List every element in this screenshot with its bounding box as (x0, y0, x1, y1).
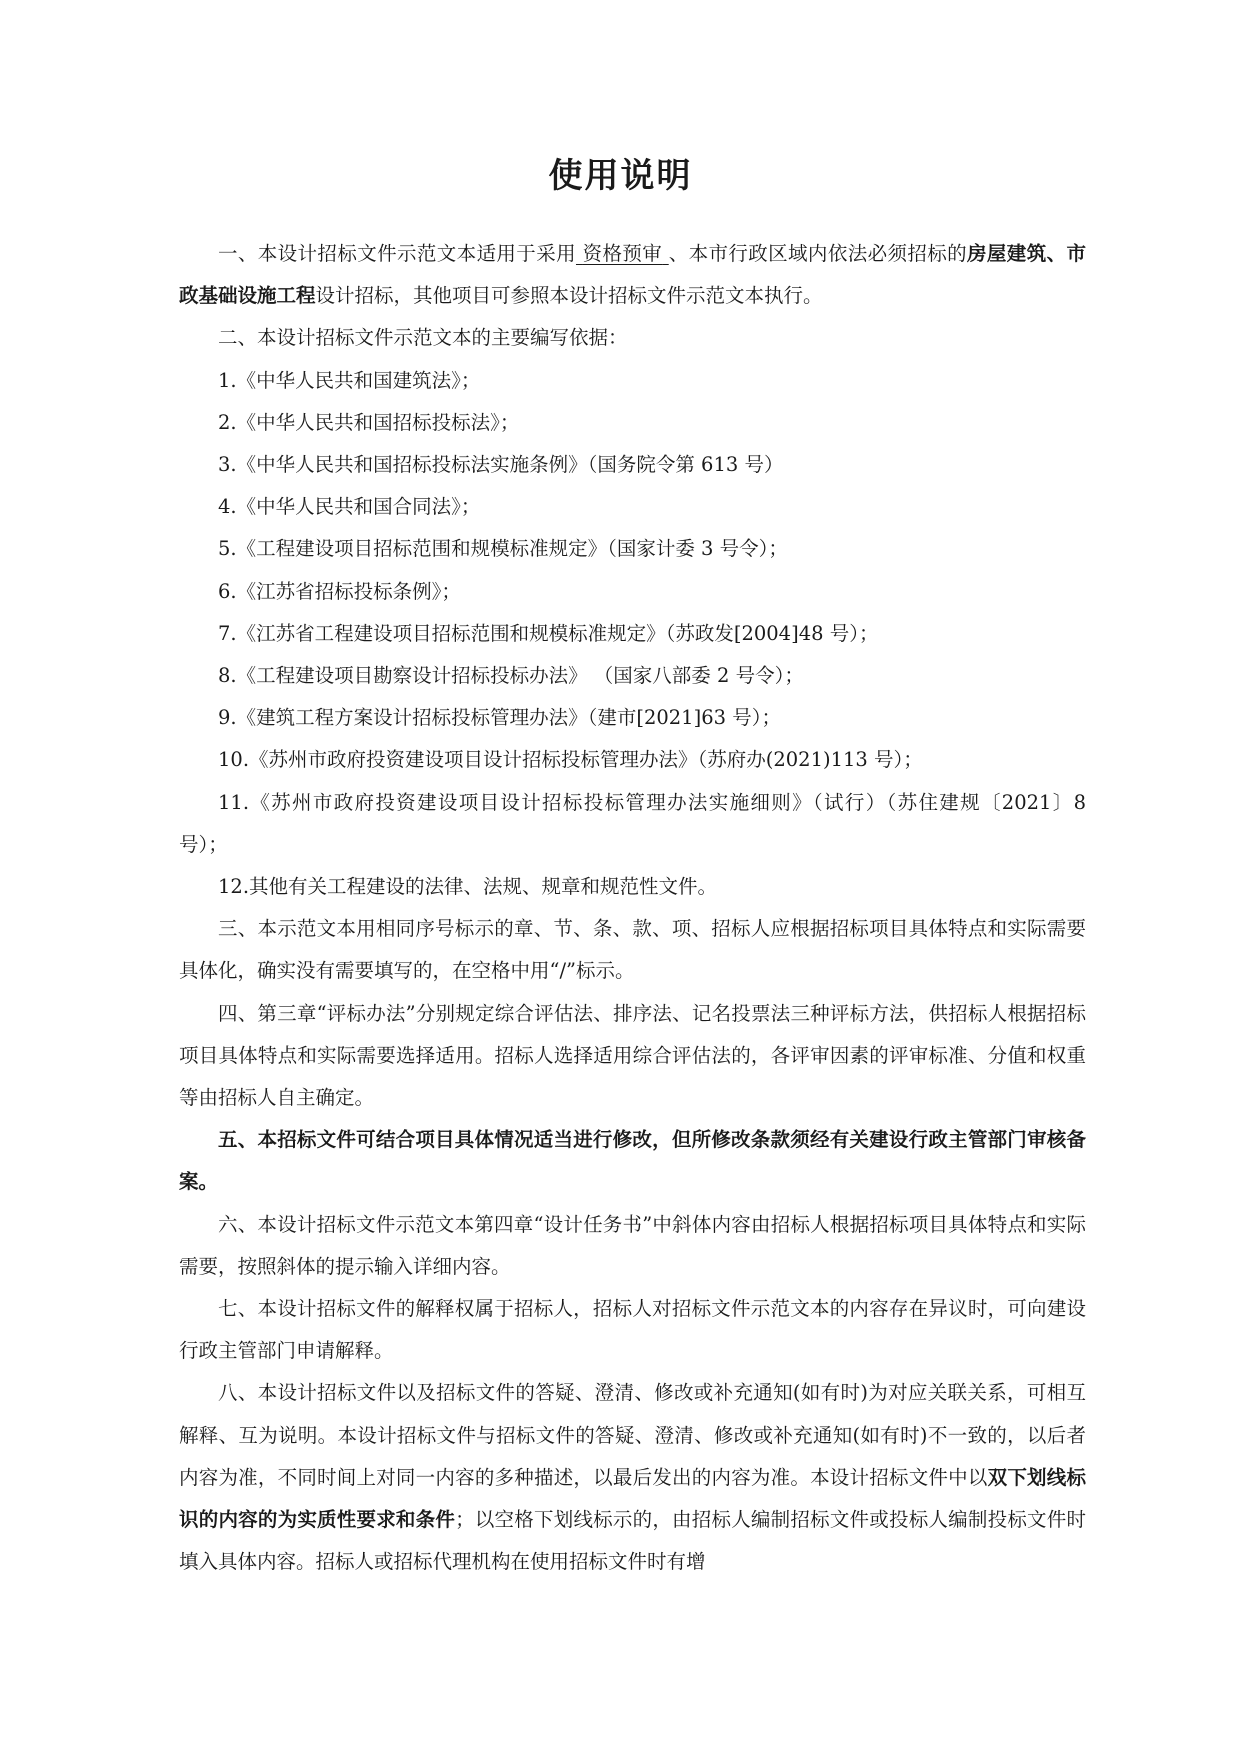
basis-item-11: 11.《苏州市政府投资建设项目设计招标投标管理办法实施细则》（试行）（苏住建规〔2021〕8 号）； (179, 790, 1086, 856)
paragraph-8 (179, 1372, 1086, 1583)
basis-item-4: 4.《中华人民共和国合同法》； (218, 495, 481, 519)
paragraph-1-pre: 一、本设计招标文件示范文本适用于采用 (218, 242, 576, 265)
basis-item-12: 12.其他有关工程建设的法律、法规、规章和规范性文件。 (218, 875, 718, 899)
fill-blank-text: 资格预审 (582, 242, 663, 265)
paragraph-5: 五、本招标文件可结合项目具体情况适当进行修改，但所修改条款须经有关建设行政主管部门审核备案。 (179, 1128, 1086, 1194)
paragraph-1-bold: 房屋建筑、市政基础设施工程 (179, 242, 1086, 308)
basis-item-10: 10.《苏州市政府投资建设项目设计招标投标管理办法》（苏府办(2021)113 号）； (218, 748, 923, 772)
basis-item-9: 9.《建筑工程方案设计招标投标管理办法》（建市[2021]63 号）； (218, 706, 781, 730)
paragraph-4: 四、第三章“评标办法”分别规定综合评估法、排序法、记名投票法三种评标方法，供招标人根据招标项目具体特点和实际需要选择适用。招标人选择适用综合评估法的，各评审因素的评审标准、分值和权重等由招标人自主确定。 (179, 1001, 1086, 1110)
basis-item-3: 3.《中华人民共和国招标投标法实施条例》（国务院令第 613 号） (218, 453, 784, 477)
paragraph-6: 六、本设计招标文件示范文本第四章“设计任务书”中斜体内容由招标人根据招标项目具体特点和实际需要，按照斜体的提示输入详细内容。 (179, 1212, 1086, 1278)
paragraph-1 (179, 233, 1086, 317)
paragraph-2: 二、本设计招标文件示范文本的主要编写依据： (218, 326, 628, 350)
basis-item-7: 7.《江苏省工程建设项目招标范围和规模标准规定》（苏政发[2004]48 号）； (218, 621, 879, 645)
basis-item-6: 6.《江苏省招标投标条例》； (218, 579, 461, 603)
fill-blank-prequalification (576, 242, 669, 265)
document-body (179, 233, 1086, 1584)
paragraph-8-post: ；以空格下划线标示的，由招标人编制招标文件或投标人编制投标文件时填入具体内容。招标人或招标代理机构在使用招标文件时有增 (179, 1508, 1086, 1574)
basis-item-8: 8.《工程建设项目勘察设计招标投标办法》 （国家八部委 2 号令）； (218, 664, 804, 688)
paragraph-3: 三、本示范文本用相同序号标示的章、节、条、款、项、招标人应根据招标项目具体特点和实际需要具体化，确实没有需要填写的，在空格中用“/”标示。 (179, 917, 1086, 983)
paragraph-8-pre: 八、本设计招标文件以及招标文件的答疑、澄清、修改或补充通知(如有时)为对应关联关系，可相互解释、互为说明。本设计招标文件与招标文件的答疑、澄清、修改或补充通知(如有时)不一致的，以后者内容为准，不同时间上对同一内容的多种描述，以最后发出的内容为准。本设计招标文件中以 (179, 1381, 1086, 1489)
paragraph-1-post: 设计招标，其他项目可参照本设计招标文件示范文本执行。 (315, 284, 823, 308)
basis-item-5: 5.《工程建设项目招标范围和规模标准规定》（国家计委 3 号令）； (218, 537, 788, 561)
basis-item-2: 2.《中华人民共和国招标投标法》； (218, 410, 520, 434)
paragraph-8-bold: 双下划线标识的内容的为实质性要求和条件 (179, 1465, 1086, 1532)
paragraph-1-mid: 、本市行政区域内依法必须招标的 (668, 242, 968, 265)
paragraph-7: 七、本设计招标文件的解释权属于招标人，招标人对招标文件示范文本的内容存在异议时，可向建设行政主管部门申请解释。 (179, 1297, 1086, 1363)
document-title: 使用说明 (548, 156, 693, 196)
basis-item-1: 1.《中华人民共和国建筑法》； (218, 368, 481, 392)
